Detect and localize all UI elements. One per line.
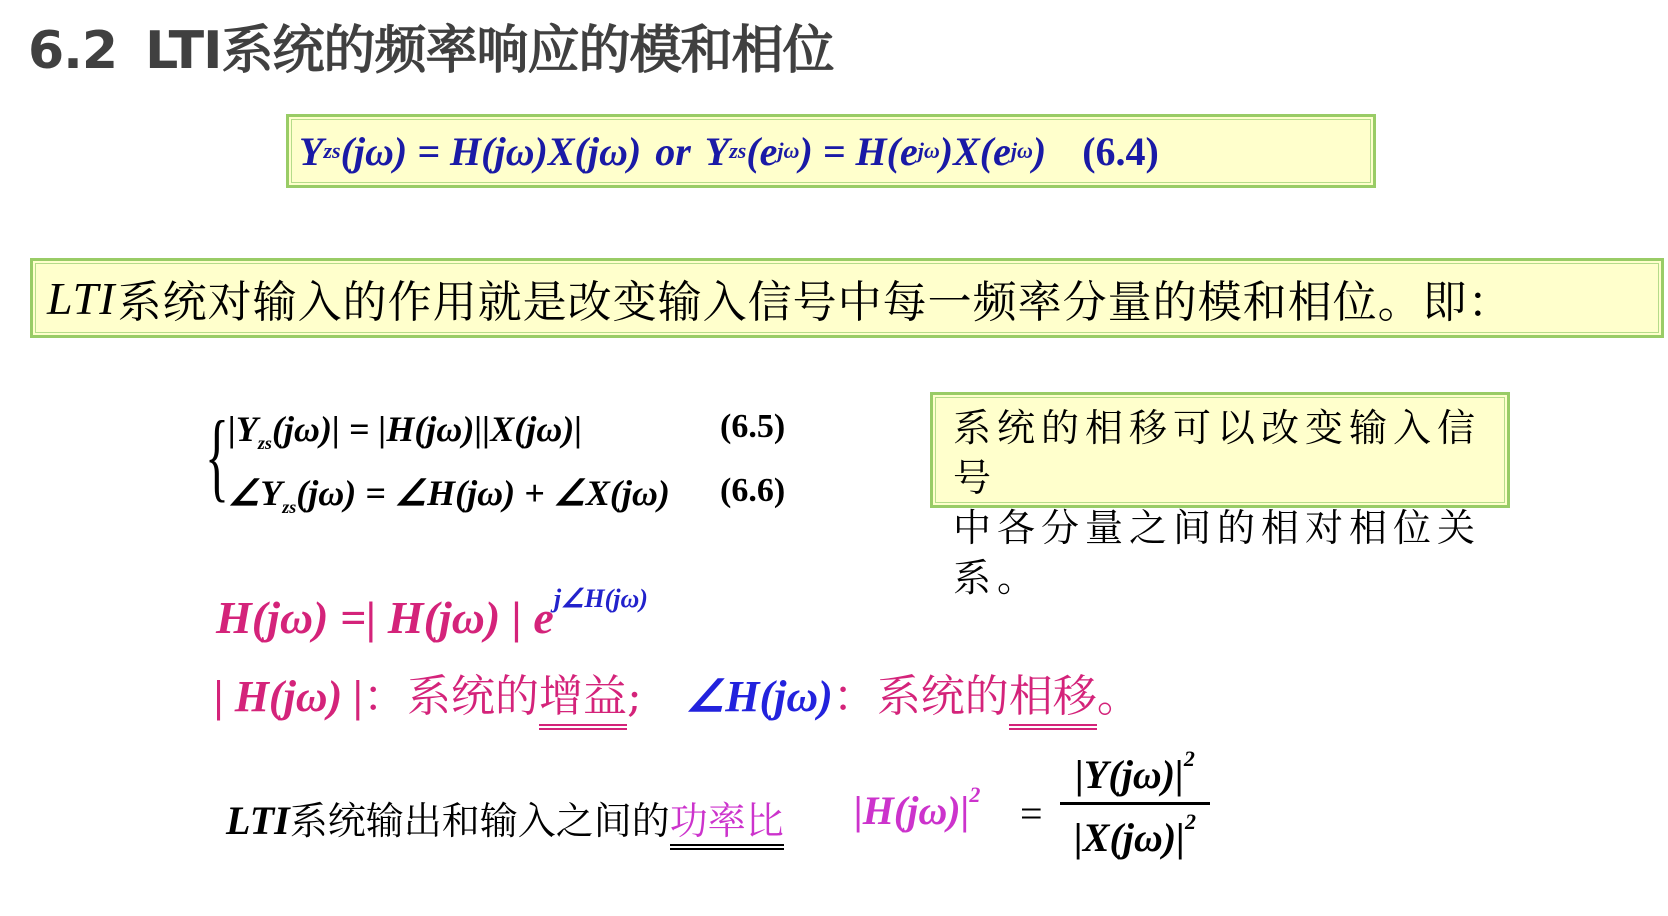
eq64-y1: Y [299, 128, 324, 174]
polar-form-equation [216, 584, 648, 644]
eq64-y2: Y [704, 128, 730, 174]
eq64-part-c: )X(e [939, 128, 1011, 174]
magnitude-symbol: | H(jω) | [214, 672, 363, 721]
section-number: 6.2 [28, 21, 118, 81]
eq65-number: (6.5) [720, 408, 786, 445]
eq64-sup-a: jω [777, 138, 800, 163]
eq64-sup-b: jω [917, 138, 940, 163]
note-line-1: 系统的相移可以改变输入信号 [953, 406, 1482, 500]
phase-label-prefix: 系统的 [876, 671, 1009, 722]
separator: ; [626, 671, 642, 722]
equation-6-6 [210, 472, 786, 536]
statement-lti: LTI [47, 272, 116, 324]
eq64-part-a: (e [746, 128, 778, 174]
equals-sign: = [1020, 791, 1043, 836]
note-line-2: 中各分量之间的相对相位关系。 [953, 506, 1482, 600]
phase-note-box [930, 392, 1510, 600]
denominator-base: |X(jω)| [1074, 815, 1185, 860]
line-end: 。 [1096, 671, 1141, 722]
fraction-numerator [1060, 746, 1210, 805]
eq66-p1: ∠Y [228, 473, 283, 513]
eq64-or: or [655, 128, 691, 174]
equation-6-4-box [286, 114, 1376, 188]
gain-term: 增益 [539, 671, 627, 730]
eq64-sub2: zs [729, 138, 747, 163]
power-lti: LTI [226, 798, 290, 843]
eq65-sub: zs [257, 433, 272, 453]
colon-1: ： [362, 671, 407, 722]
eq66-p2: (jω) = ∠H(jω) + ∠X(jω) [296, 473, 670, 513]
fraction-denominator [1060, 805, 1210, 861]
statement-box [30, 258, 1664, 338]
phase-term: 相移 [1009, 671, 1097, 730]
left-brace: { [205, 400, 229, 511]
eq64-part-b: ) = H(e [799, 128, 918, 174]
power-lhs-base: |H(jω)| [854, 788, 970, 833]
gain-label-prefix: 系统的 [406, 671, 539, 722]
power-fraction [1060, 746, 1210, 861]
eq64-arg1: (jω) = H(jω)X(jω) [340, 128, 642, 174]
equation-system [210, 408, 786, 536]
eq64-part-d: ) [1032, 128, 1047, 174]
section-title: LTI系统的频率响应的模和相位 [145, 21, 834, 81]
gain-phase-line [214, 660, 1141, 724]
power-ratio-line [226, 790, 784, 845]
eq64-number: (6.4) [1082, 128, 1159, 174]
angle-symbol: ∠H(jω) [685, 672, 833, 721]
numerator-base: |Y(jω)| [1075, 752, 1184, 797]
power-lhs [854, 782, 980, 834]
eq66-number: (6.6) [720, 472, 786, 509]
equation-6-5 [210, 408, 786, 472]
eq65-p2: (jω)| = |H(jω)||X(jω)| [271, 409, 583, 449]
eq64-sup-c: jω [1010, 138, 1033, 163]
colon-2: ： [832, 671, 877, 722]
eq64-sub1: zs [323, 138, 341, 163]
power-lhs-exponent: 2 [969, 782, 981, 807]
numerator-exponent: 2 [1183, 746, 1195, 771]
polar-exponent: j∠H(jω) [553, 584, 648, 613]
polar-main: H(jω) =| H(jω) | e [216, 592, 554, 643]
denominator-exponent: 2 [1184, 809, 1196, 834]
power-text: 系统输出和输入之间的 [289, 799, 670, 843]
power-ratio-term: 功率比 [670, 799, 784, 850]
eq66-sub: zs [282, 497, 297, 517]
eq65-p1: |Y [228, 409, 258, 449]
statement-text: 系统对输入的作用就是改变输入信号中每一频率分量的模和相位。即： [117, 277, 1513, 328]
page-title [28, 8, 833, 83]
